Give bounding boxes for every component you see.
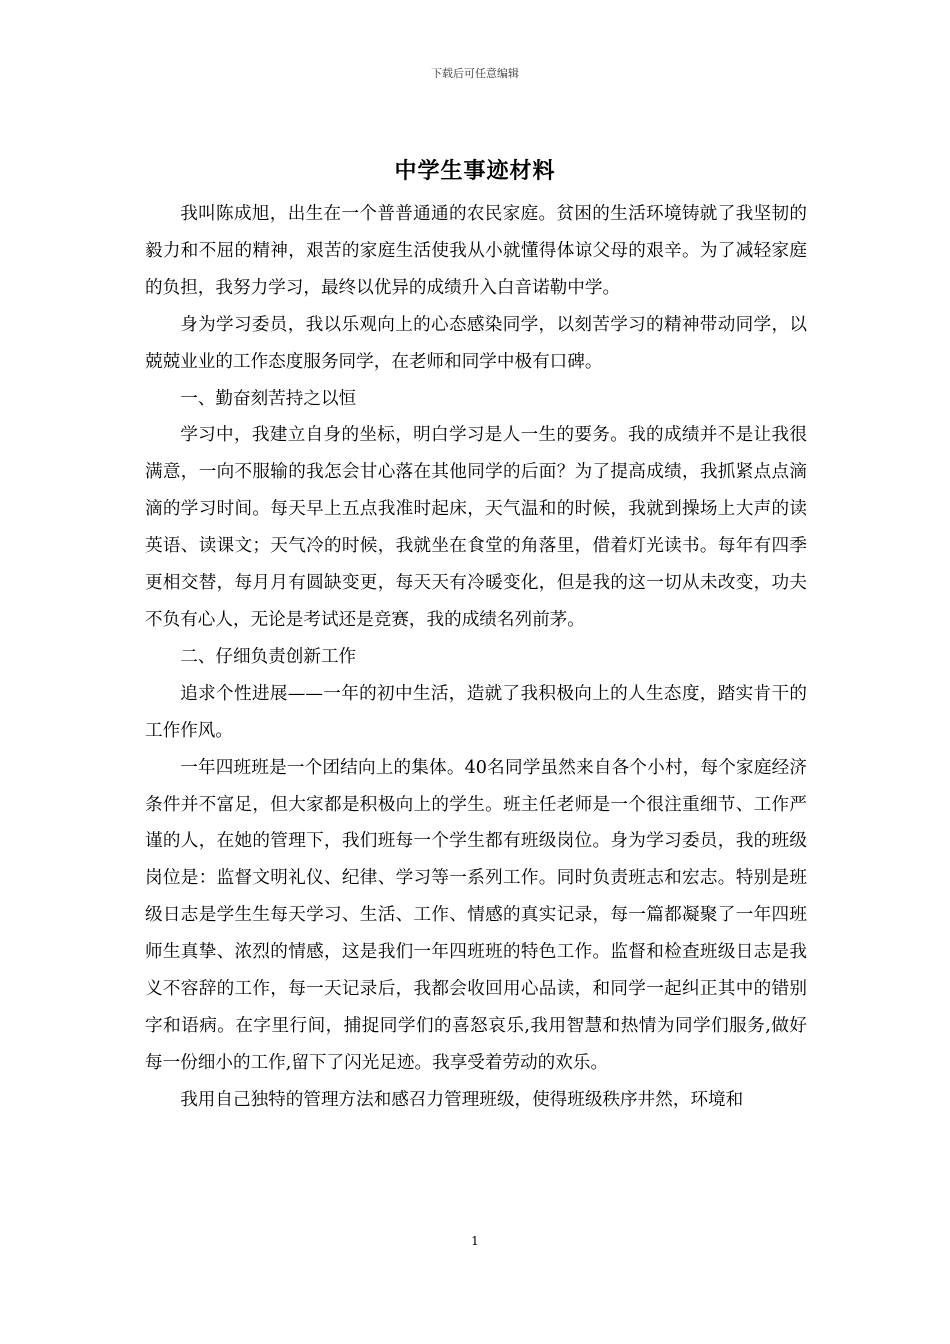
document-body	[145, 196, 807, 1119]
document-title: 中学生事迹材料	[394, 158, 556, 184]
paragraph-intro: 我叫陈成旭，出生在一个普普通通的农民家庭。贫困的生活环境铸就了我坚韧的毅力和不屈的精神，艰苦的家庭生活使我从小就懂得体谅父母的艰辛。为了减轻家庭的负担，我努力学习，最终以优异的成绩升入白音诺勒中学。	[145, 204, 807, 298]
section-heading-1: 一、勤奋刻苦持之以恒	[180, 388, 357, 409]
paragraph-development: 追求个性进展——一年的初中生活，造就了我积极向上的人生态度，踏实肯干的工作作风。	[145, 683, 807, 741]
page-header-note: 下载后可任意编辑	[431, 67, 519, 80]
paragraph-role: 身为学习委员，我以乐观向上的心态感染同学，以刻苦学习的精神带动同学，以兢兢业业的工作态度服务同学，在老师和同学中极有口碑。	[145, 314, 807, 372]
paragraph-class: 一年四班班是一个团结向上的集体。40名同学虽然来自各个小村，每个家庭经济条件并不富足，但大家都是积极向上的学生。班主任老师是一个很注重细节、工作严谨的人，在她的管理下，我们班每一个学生都有班级岗位。身为学习委员，我的班级岗位是：监督文明礼仪、纪律、学习等一系列工作。同时负责班志和宏志。特别是班级日志是学生生每天学习、生活、工作、情感的真实记录，每一篇都凝聚了一年四班师生真挚、浓烈的情感，这是我们一年四班班的特色工作。监督和检查班级日志是我义不容辞的工作，每一天记录后，我都会收回用心品读，和同学一起纠正其中的错别字和语病。在字里行间，捕捉同学们的喜怒哀乐,我用智慧和热情为同学们服务,做好每一份细小的工作,留下了闪光足迹。我享受着劳动的欢乐。	[145, 757, 807, 1073]
section-heading-2: 二、仔细负责创新工作	[180, 646, 357, 667]
paragraph-study: 学习中，我建立自身的坐标，明白学习是人一生的要务。我的成绩并不是让我很满意，一向不服输的我怎会甘心落在其他同学的后面？为了提高成绩，我抓紧点点滴滴的学习时间。每天早上五点我准时起床，天气温和的时候，我就到操场上大声的读英语、读课文；天气冷的时候，我就坐在食堂的角落里，借着灯光读书。每年有四季更相交替，每月月有圆缺变更，每天天有冷暖变化，但是我的这一切从未改变，功夫不负有心人，无论是考试还是竞赛，我的成绩名列前茅。	[145, 425, 807, 630]
page-number: 1	[471, 1234, 479, 1248]
paragraph-management: 我用自己独特的管理方法和感召力管理班级，使得班级秩序井然，环境和	[180, 1089, 744, 1110]
